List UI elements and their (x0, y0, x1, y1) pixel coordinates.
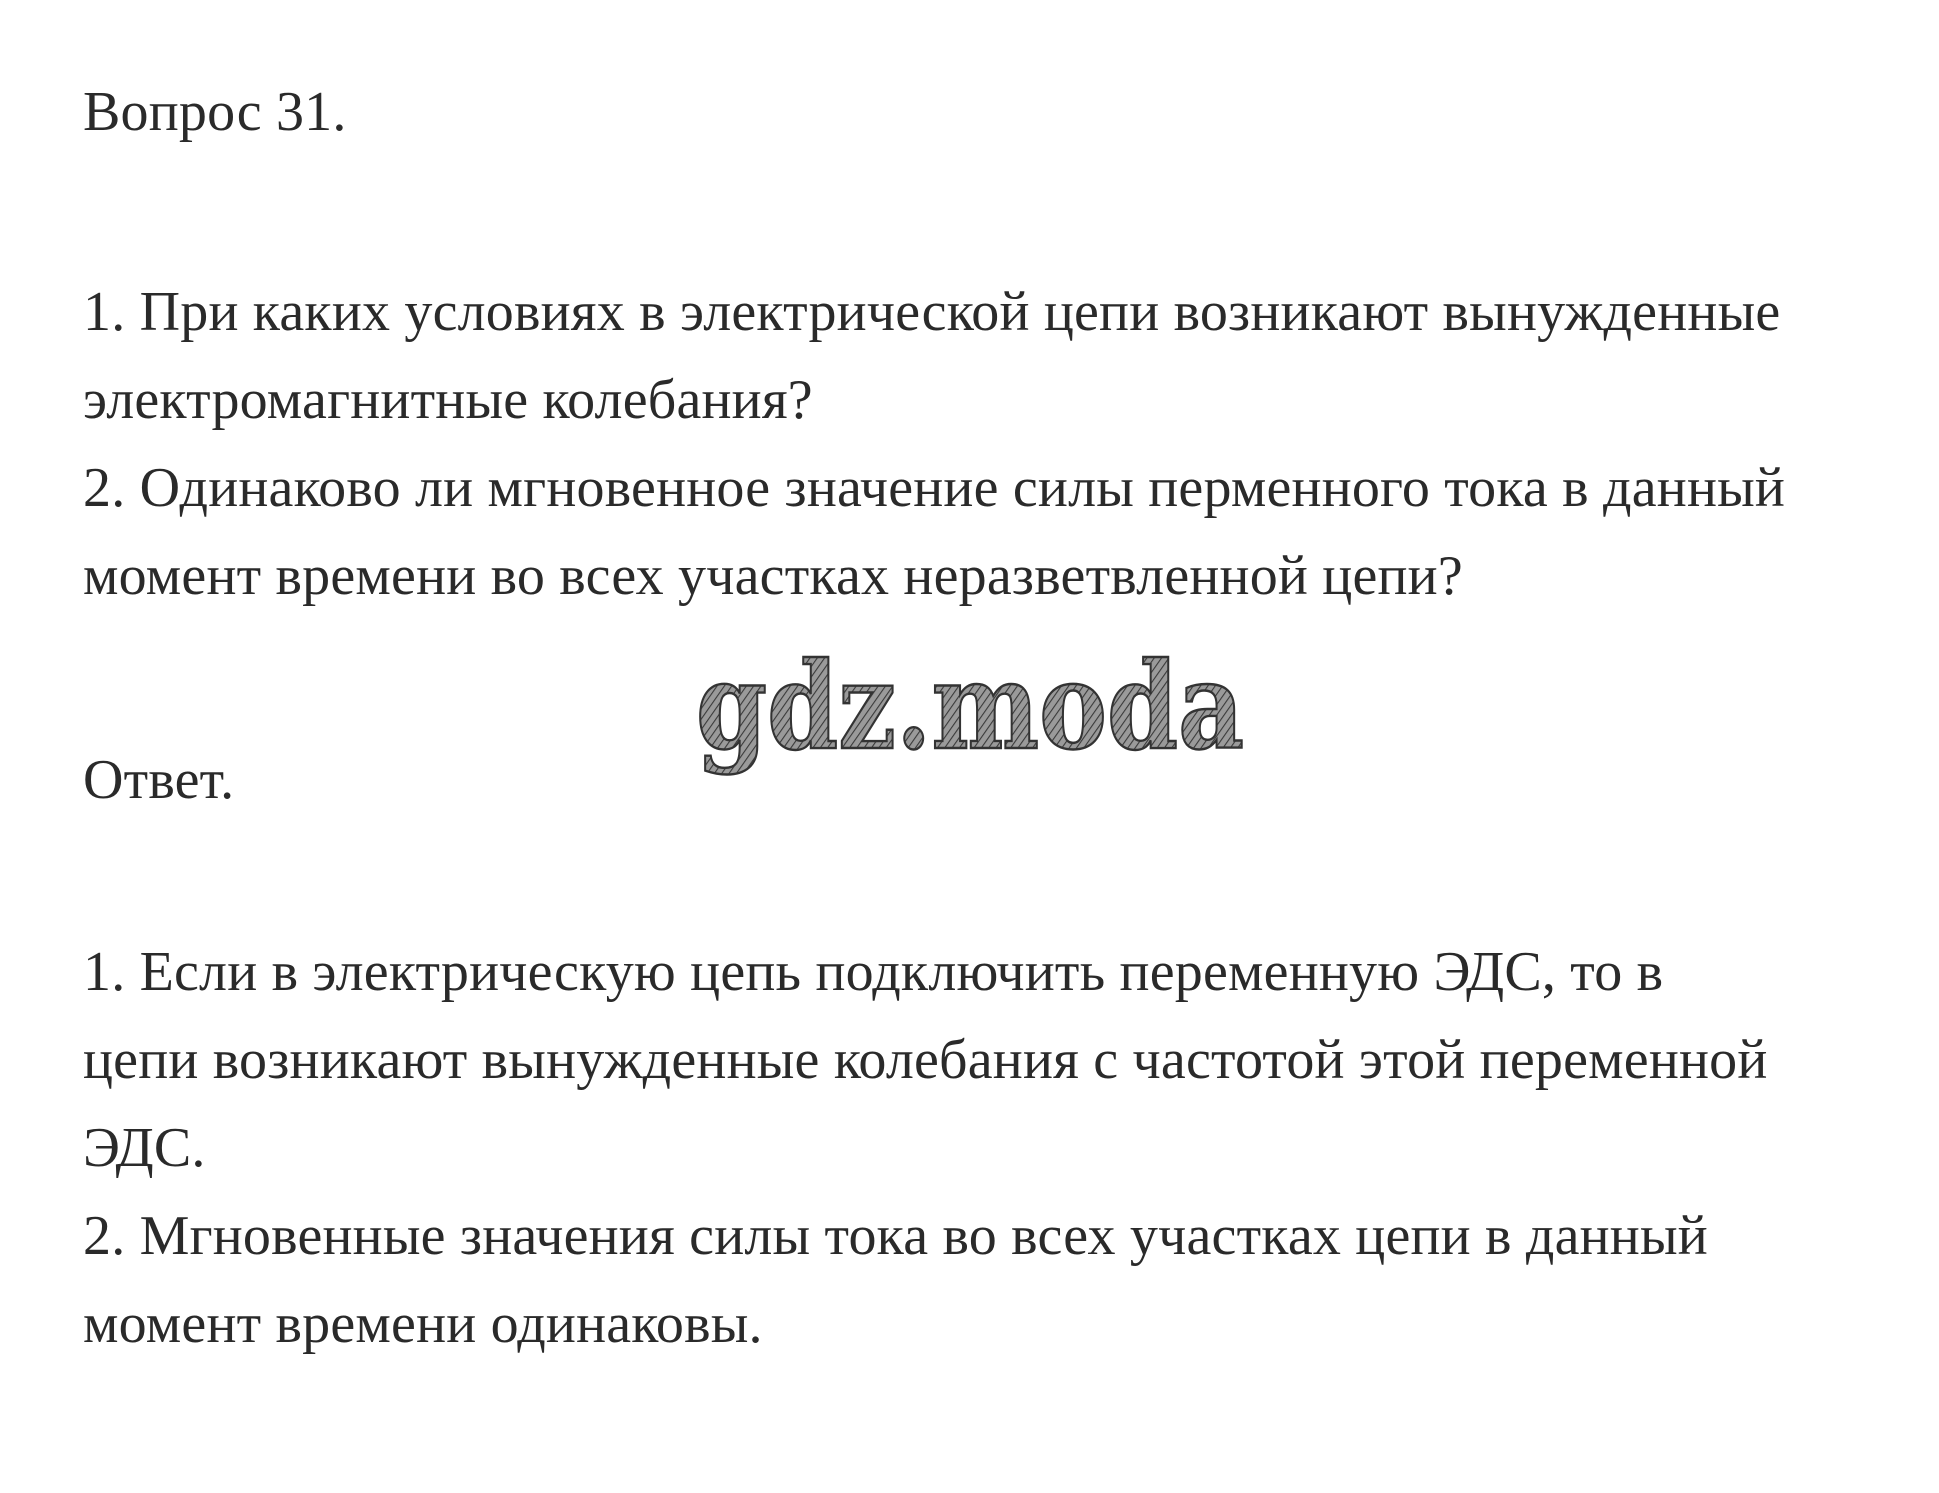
answer-line-1: 1. Если в электрическую цепь подключить переменную ЭДС, то в (83, 941, 1664, 1003)
answer-label: Ответ. (83, 749, 235, 811)
question-line-4: момент времени во всех участках неразветвленной цепи? (83, 545, 1463, 607)
question-line-3: 2. Одинаково ли мгновенное значение силы перменного тока в данный (83, 457, 1786, 519)
answer-line-3: ЭДС. (83, 1117, 206, 1179)
watermark-text: gdz.moda (696, 636, 1244, 777)
question-heading: Вопрос 31. (83, 81, 347, 143)
answer-line-4: 2. Мгновенные значения силы тока во всех участках цепи в данный (83, 1205, 1708, 1267)
question-line-1: 1. При каких условиях в электрической цепи возникают вынужденные (83, 281, 1781, 343)
question-line-2: электромагнитные колебания? (83, 369, 813, 431)
answer-line-5: момент времени одинаковы. (83, 1293, 763, 1355)
answer-line-2: цепи возникают вынужденные колебания с частотой этой переменной (83, 1029, 1768, 1091)
watermark-logo (690, 636, 1250, 790)
